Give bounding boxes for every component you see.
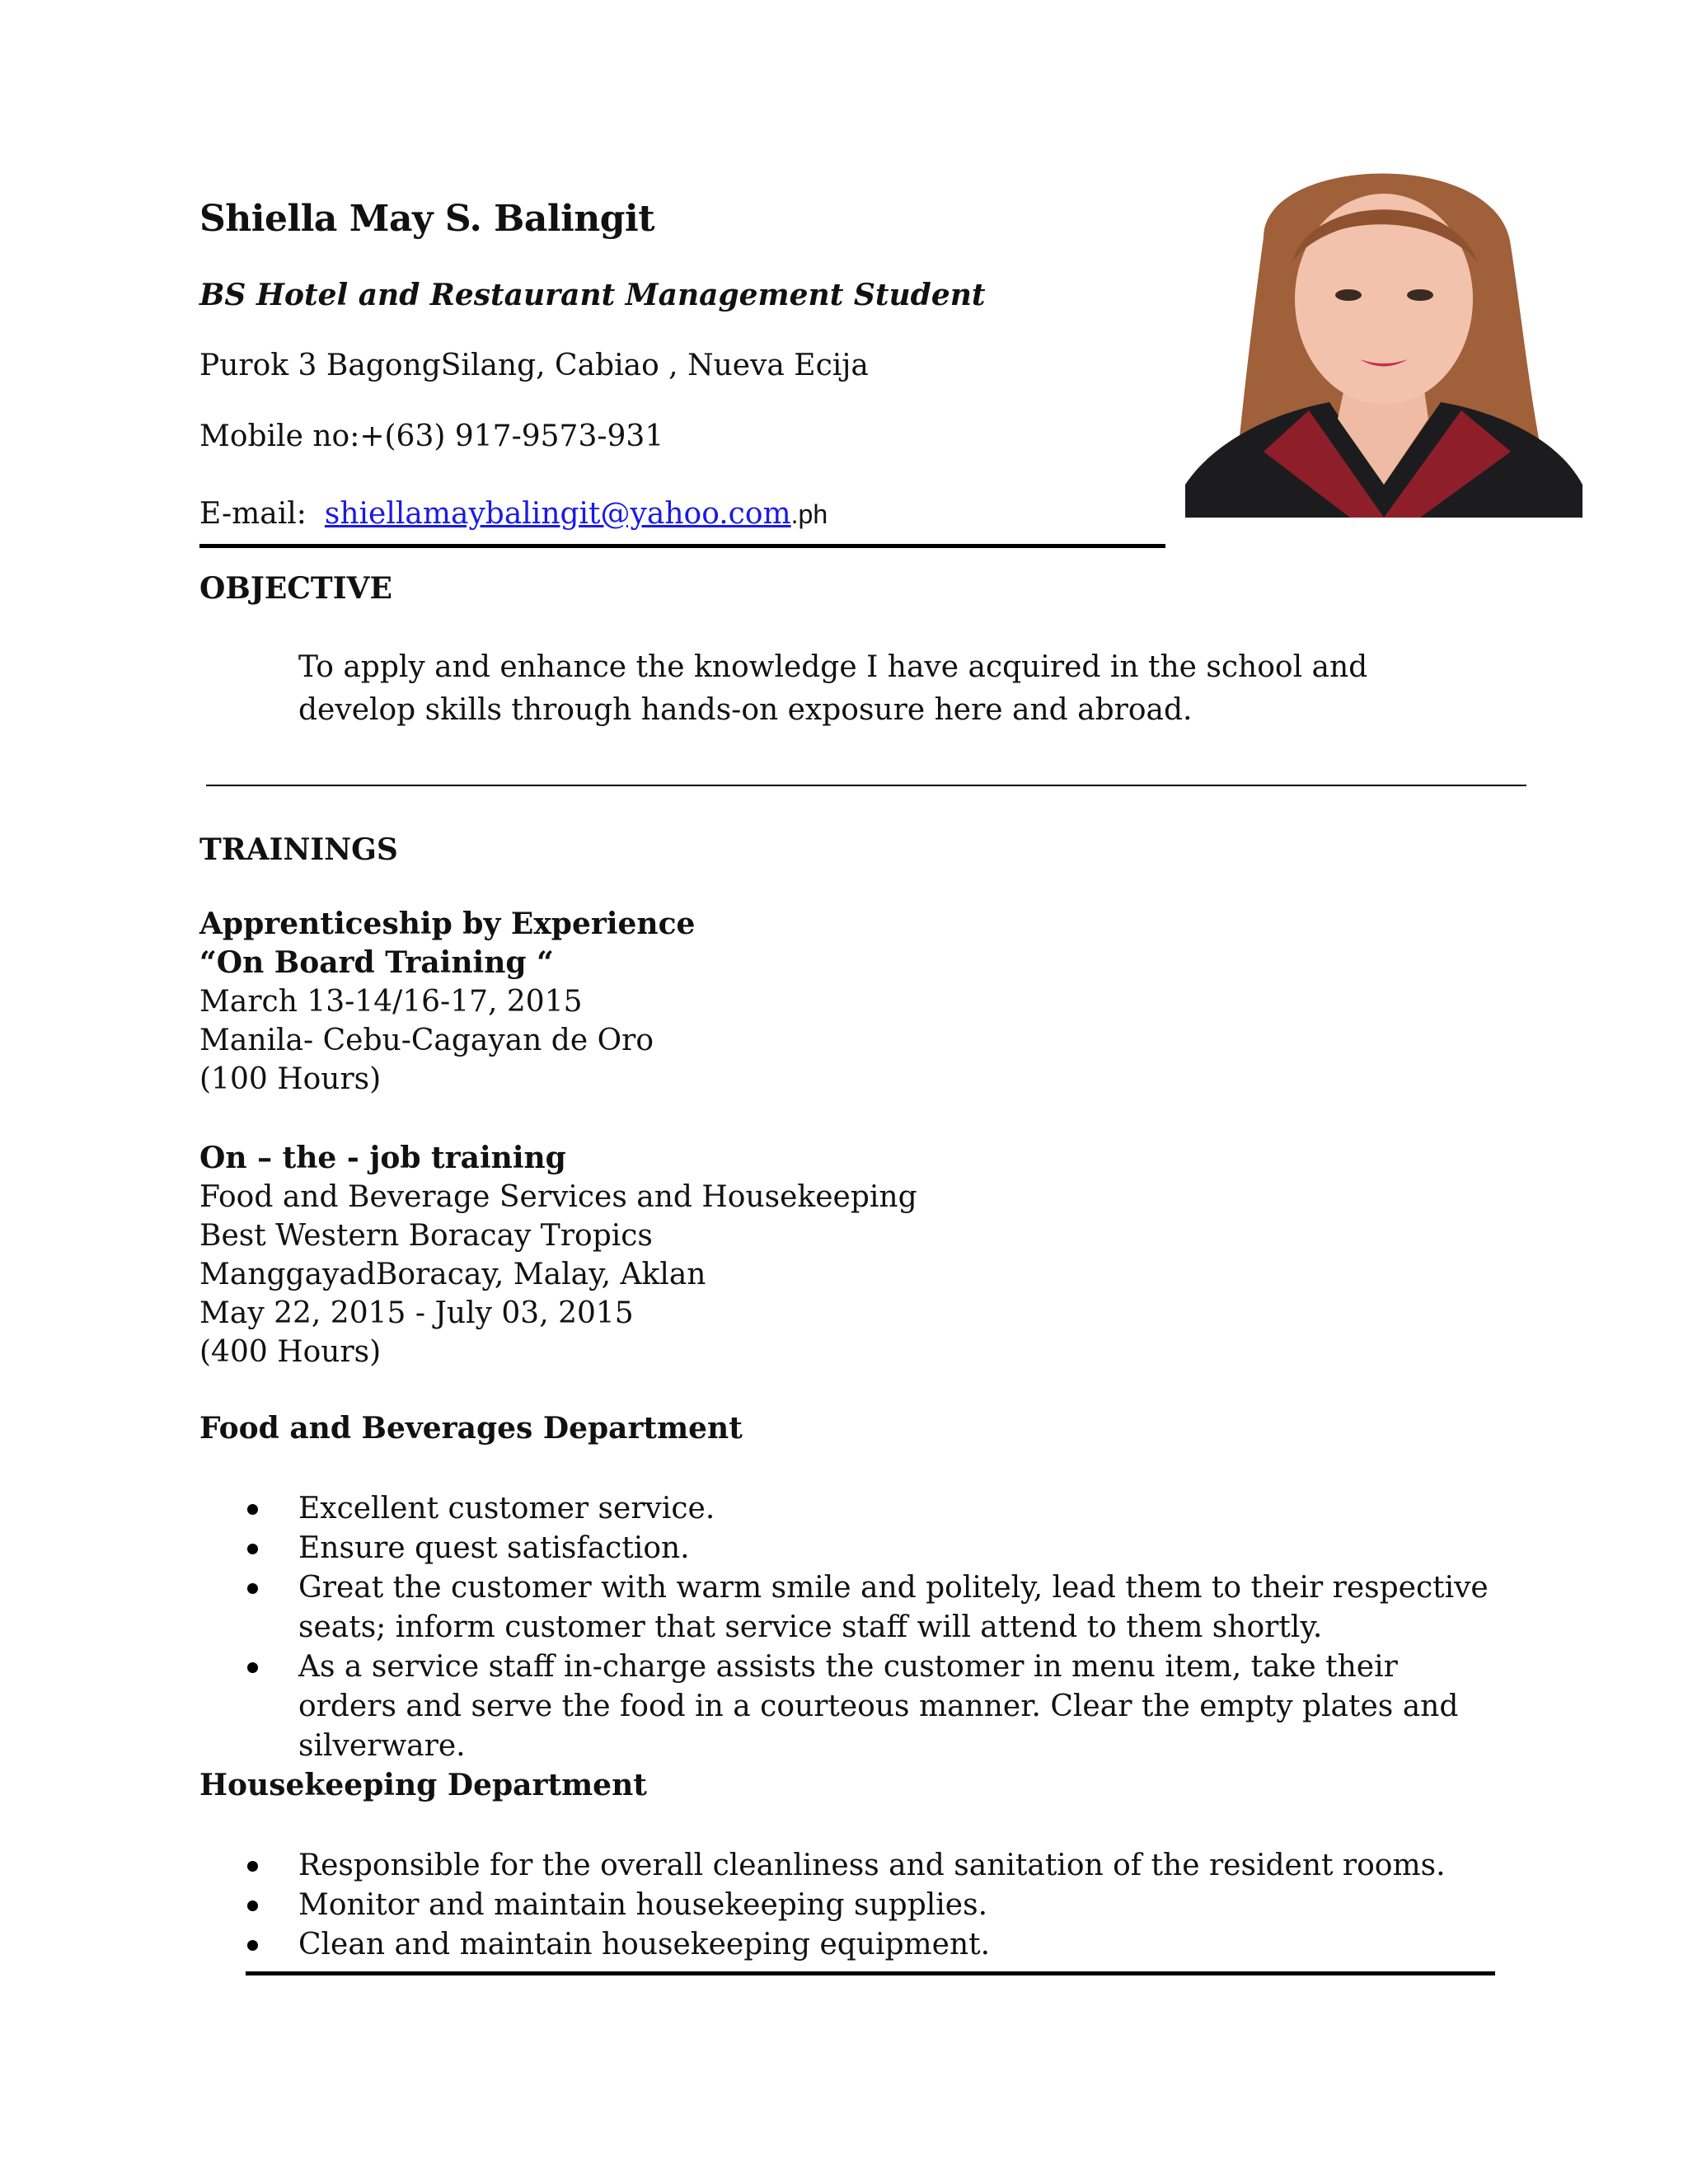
profile-photo-icon [1185, 138, 1582, 518]
list-item: Ensure quest satisfaction. [199, 1529, 1502, 1568]
bullet-icon [247, 1900, 258, 1911]
bullet-icon [247, 1861, 258, 1872]
bullet-icon [247, 1940, 258, 1951]
applicant-title: BS Hotel and Restaurant Management Student [199, 278, 986, 312]
email-suffix: .ph [790, 499, 828, 529]
email-line [199, 497, 828, 531]
apprenticeship-hours: (100 Hours) [199, 1062, 382, 1096]
apprenticeship-route: Manila- Cebu-Cagayan de Oro [199, 1024, 654, 1057]
list-item: As a service staff in-charge assists the customer in menu item, take their orders and serve the food in a courteous manner. Clear the empty plates and silverware. [199, 1647, 1502, 1766]
ojt-area: Food and Beverage Services and Housekeeping [199, 1180, 917, 1214]
food-beverages-heading: Food and Beverages Department [199, 1411, 743, 1446]
address: Purok 3 BagongSilang, Cabiao , Nueva Ecija [199, 349, 869, 382]
bullet-icon [247, 1662, 258, 1673]
list-item: Excellent customer service. [199, 1489, 1502, 1529]
bullet-icon [247, 1583, 258, 1594]
ojt-title: On – the - job training [199, 1141, 566, 1175]
apprenticeship-subtitle: “On Board Training “ [199, 945, 554, 980]
ojt-location: ManggayadBoracay, Malay, Aklan [199, 1258, 706, 1291]
profile-photo [1185, 138, 1582, 518]
apprenticeship-title: Apprenticeship by Experience [199, 907, 696, 941]
apprenticeship-dates: March 13-14/16-17, 2015 [199, 985, 583, 1019]
mobile-number: Mobile no:+(63) 917-9573-931 [199, 419, 664, 453]
email-link[interactable]: shiellamaybalingit@yahoo.com [324, 497, 791, 531]
list-item: Clean and maintain housekeeping equipment. [199, 1925, 1502, 1965]
ojt-hotel: Best Western Boracay Tropics [199, 1219, 653, 1253]
ojt-dates: May 22, 2015 - July 03, 2015 [199, 1296, 634, 1330]
housekeeping-list [199, 1846, 1502, 1965]
objective-divider [206, 785, 1526, 786]
applicant-name: Shiella May S. Balingit [199, 198, 655, 240]
ojt-block [199, 1139, 917, 1371]
email-label: E-mail: [199, 497, 307, 531]
list-item: Responsible for the overall cleanliness and sanitation of the resident rooms. [199, 1846, 1502, 1886]
list-item: Great the customer with warm smile and politely, lead them to their respective seats; inform customer that service staff will attend to them shortly. [199, 1568, 1502, 1647]
header-divider [199, 544, 1165, 548]
trainings-heading: TRAININGS [199, 832, 398, 867]
footer-divider [246, 1971, 1495, 1975]
housekeeping-heading: Housekeeping Department [199, 1768, 647, 1802]
objective-text: To apply and enhance the knowledge I have acquired in the school and develop skills through hands-on exposure here and abroad. [298, 650, 1368, 727]
bullet-icon [247, 1504, 258, 1515]
bullet-icon [247, 1544, 258, 1554]
objective-heading: OBJECTIVE [199, 571, 392, 606]
list-item: Monitor and maintain housekeeping supplies. [199, 1886, 1502, 1925]
apprenticeship-block [199, 905, 695, 1099]
food-beverages-list [199, 1489, 1502, 1766]
ojt-hours: (400 Hours) [199, 1335, 382, 1369]
